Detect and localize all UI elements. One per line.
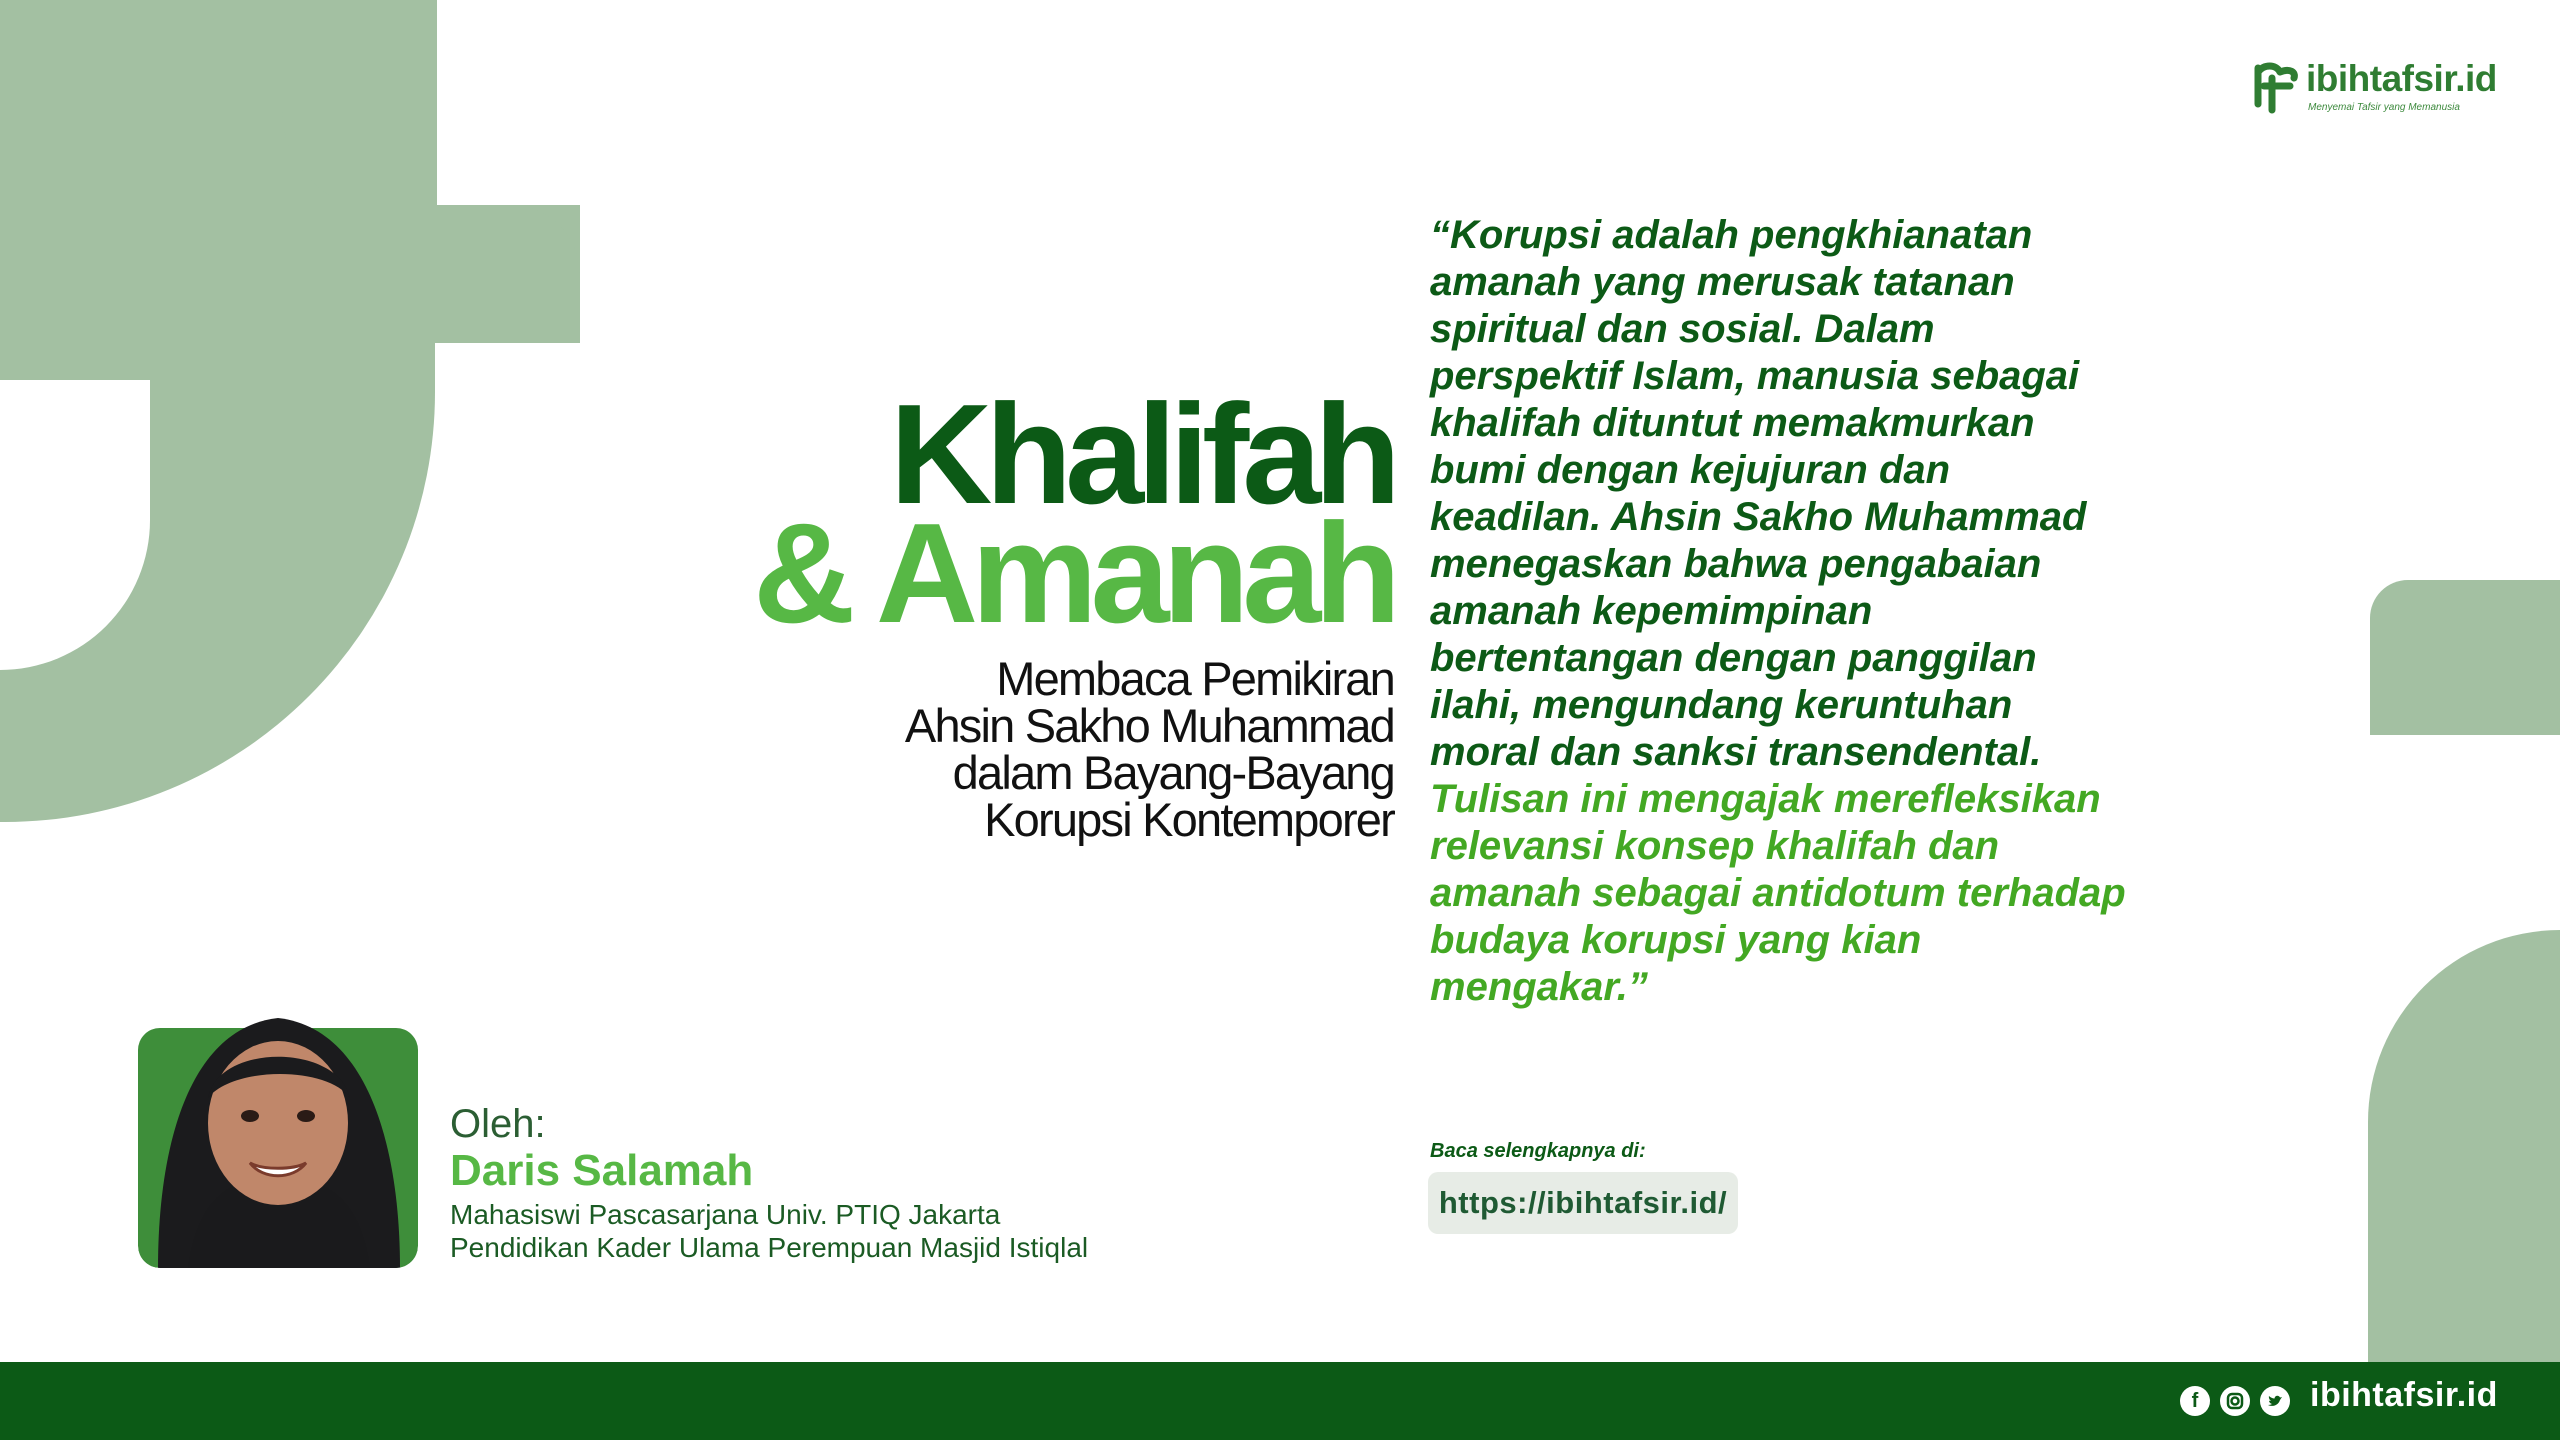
title-block: [494, 375, 1394, 846]
author-affiliation: Pendidikan Kader Ulama Perempuan Masjid Istiqlal: [450, 1232, 1089, 1263]
read-more-label: Baca selengkapnya di:: [1430, 1140, 1646, 1162]
instagram-icon[interactable]: [2220, 1386, 2250, 1416]
decor-shape-right-leaf: [2370, 580, 2560, 735]
quote-highlight: Tulisan ini mengajak merefleksikan relevansi konsep khalifah dan amanah sebagai antidotum terhadap budaya korupsi yang kian mengakar.”: [1430, 777, 2126, 1009]
quote-main: “Korupsi adalah pengkhianatan amanah yang merusak tatanan spiritual dan sosial. Dalam perspektif Islam, manusia sebagai khalifah dituntut memakmurkan bumi dengan kejujuran dan keadilan. Ahsin Sakho Muhammad menegaskan bahwa pengabaian amanah kepemimpinan bertentangan dengan panggilan ilahi, mengundang keruntuhan moral dan sanksi transendental.: [1430, 213, 2087, 774]
read-more-url-link[interactable]: https://ibihtafsir.id/: [1428, 1172, 1738, 1234]
author-affiliation: Mahasiswi Pascasarjana Univ. PTIQ Jakarta: [450, 1199, 1001, 1230]
decor-shape-cross-cap: [430, 205, 580, 343]
author-name: Daris Salamah: [450, 1146, 754, 1195]
decor-shape-top-cap: [282, 0, 437, 30]
subtitle: [494, 652, 1394, 846]
subtitle-line: Ahsin Sakho Muhammad: [904, 699, 1394, 752]
logo-mark-icon: [2250, 58, 2300, 114]
subtitle-line: Membaca Pemikiran: [996, 652, 1394, 705]
decor-shape-right-stem: [2368, 930, 2560, 1362]
footer-site-name[interactable]: ibihtafsir.id: [2310, 1376, 2498, 1414]
title-line-2: & Amanah: [753, 494, 1394, 653]
footer-bar: [0, 1362, 2560, 1440]
subtitle-line: dalam Bayang-Bayang: [952, 746, 1394, 799]
logo-tagline: Menyemai Tafsir yang Memanusia: [2308, 102, 2460, 113]
quote-text: [1430, 212, 2130, 1011]
twitter-icon[interactable]: [2260, 1386, 2290, 1416]
facebook-icon[interactable]: f: [2180, 1386, 2210, 1416]
author-photo: [138, 948, 418, 1268]
decor-shape-cutout-top: [0, 300, 150, 380]
subtitle-line: Korupsi Kontemporer: [984, 793, 1394, 846]
author-by-label: Oleh:: [450, 1102, 546, 1146]
title-line-1: Khalifah: [889, 375, 1394, 534]
logo-name: ibihtafsir.id: [2306, 58, 2497, 99]
author-portrait-icon: [138, 948, 418, 1268]
brand-logo: [2250, 58, 2495, 120]
